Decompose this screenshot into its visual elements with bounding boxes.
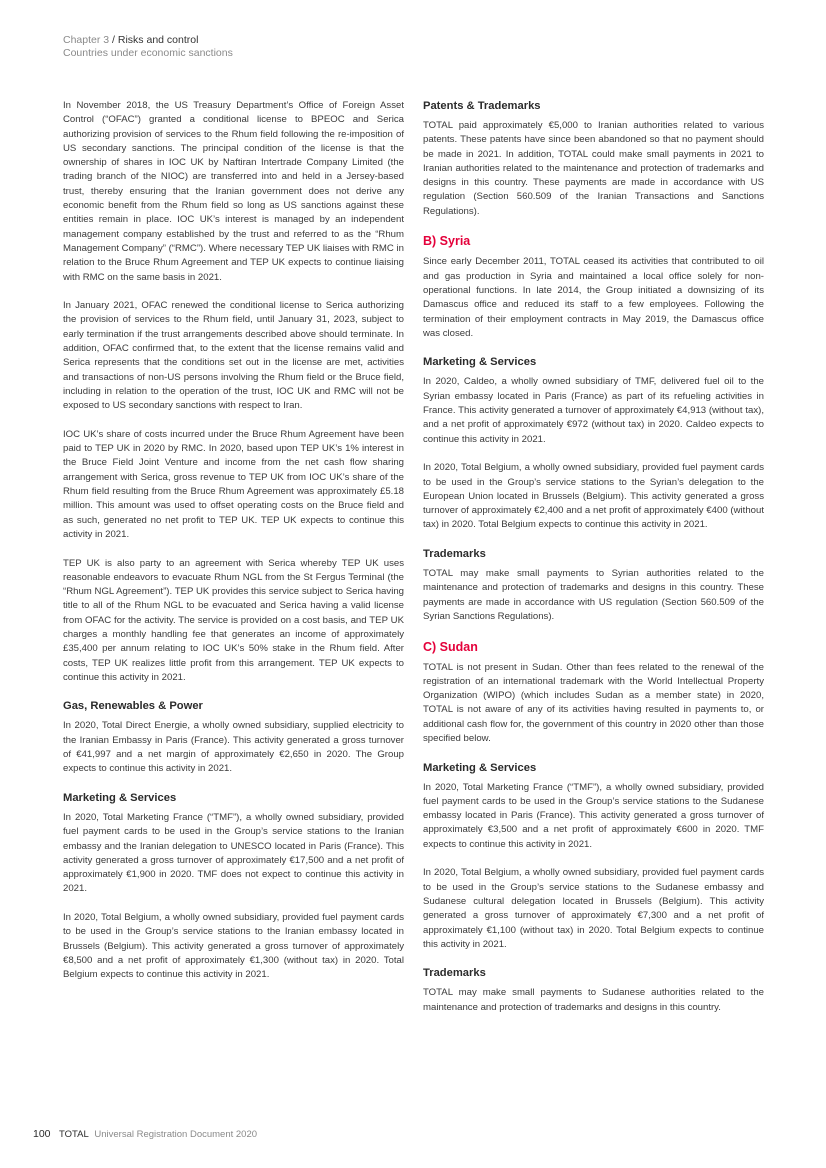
paragraph: In 2020, Total Belgium, a wholly owned subsidiary, provided fuel payment cards to be used in the Group’s service stations to the Sudanese embassy and Sudanese cultural delegation located in Brussels (Belgium). This activity generated a gross turnover of approximately €7,300 and a net profit of approximately €1,100 (without tax) in 2020. Total Belgium expects to continue this activity in 2021. [423,867,764,950]
page-number: 100 [33,1128,51,1140]
section-heading-sudan: C) Sudan [423,639,478,654]
paragraph: In November 2018, the US Treasury Department’s Office of Foreign Asset Control (“OFAC”) granted a conditional license to BPEOC and Serica authorizing provision of services to the Rhum field following the re-imposition of US secondary sanctions. The principal condition of the license is that the ownership of shares in IOC UK by Naftiran Intertrade Company Limited (the trading branch of the NIOC) are transferred into and held in a Jersey-based trust, thereby ensuring that the Iranian government does not derive any economic benefit from the Rhum field so long as US sanctions against these entities remain in place. IOC UK’s interest is managed by an independent management company established by the trust and referred to as the “Rhum Management Company” (“RMC”). Where necessary TEP UK liaises with RMC in relation to the Bruce Rhum Agreement and TEP UK expects to continue liaising with RMC on the same basis in 2021. [63,100,404,283]
section-heading-syria: B) Syria [423,234,471,249]
right-column [423,99,764,1029]
footer-brand: TOTAL [59,1129,89,1140]
paragraph: In 2020, Total Direct Energie, a wholly owned subsidiary, supplied electricity to the Iranian Embassy in Paris (France). This activity generated a gross turnover of €41,997 and a net margin of approximately €2,650 in 2020. The Group expects to continue this activity in 2021. [63,720,404,775]
heading-marketing-services: Marketing & Services [63,791,177,804]
page-footer [33,1128,257,1141]
paragraph: In 2020, Total Belgium, a wholly owned subsidiary, provided fuel payment cards to be used in the Group’s service stations to the Iranian embassy located in Brussels (Belgium). This activity generated a gross turnover of approximately €8,500 and a net profit of approximately €1,300 (without tax) in 2020. Total Belgium expects to continue this activity in 2021. [63,912,404,981]
heading-marketing-services: Marketing & Services [423,761,537,774]
footer-document-title: Universal Registration Document 2020 [94,1129,258,1140]
section-subtitle: Countries under economic sanctions [63,46,233,59]
heading-marketing-services: Marketing & Services [423,356,537,369]
paragraph: In 2020, Caldeo, a wholly owned subsidiary of TMF, delivered fuel oil to the Syrian embassy located in Paris (France) as part of its refueling activities in France. This activity generated a turnover of approximately €4,913 (without tax), and a net profit of approximately €972 (without tax) in 2020. Caldeo expects to continue this activity in 2021. [423,376,764,445]
paragraph: TOTAL may make small payments to Syrian authorities related to the maintenance and protection of trademarks and designs in this country. These payments are made in accordance with US regulation (Section 560.509 of the Syrian Sanctions Regulations). [423,568,764,622]
chapter-title: Risks and control [117,34,199,46]
paragraph: Since early December 2011, TOTAL ceased its activities that contributed to oil and gas production in Syria and maintained a local office solely for non-operational functions. In late 2014, the Group initiated a downsizing of its Damascus office and reduced its staff to a few employees. Following the termination of their employment contracts in May 2019, the Damascus office was closed. [423,256,764,339]
paragraph: TOTAL paid approximately €5,000 to Iranian authorities related to various patents. These patents have since been abandoned so that no payment should be made in 2021. In addition, TOTAL could make small payments in 2021 to Iranian authorities related to the maintenance and protection of trademarks and designs in this country. These payments are made in accordance with US regulation (Section 560.509 of the Iranian Transactions and Sanctions Regulations). [423,120,764,217]
paragraph: In 2020, Total Marketing France (“TMF”), a wholly owned subsidiary, provided fuel payment cards to be used in the Group’s service stations to the Sudanese embassy located in Paris (France). This activity generated a gross turnover of approximately €3,500 and a net profit of approximately €600 in 2020. TMF expects to continue this activity in 2021. [423,781,764,850]
paragraph: In 2020, Total Marketing France (“TMF”), a wholly owned subsidiary, provided fuel payment cards to be used in the Group’s service stations to the Iranian embassy and the Iranian delegation to UNESCO located in Paris (France). This activity generated a gross turnover of approximately €17,500 and a net profit of approximately €1,900 in 2020. TMF does not expect to continue this activity in 2021. [63,811,404,895]
heading-gas-renewables-power: Gas, Renewables & Power [63,700,203,713]
chapter-number: Chapter 3 [63,34,110,46]
paragraph: TOTAL is not present in Sudan. Other than fees related to the renewal of the registration of an international trademark with the World Intellectual Property Organization (WIPO) (which includes Sudan as a member state) in 2020, TOTAL is not aware of any of its activities having resulted in payments to, or additional cash flow for, the government of this country in 2020 other than those specified below. [423,661,764,744]
chapter-separator: / [109,34,118,46]
paragraph: IOC UK’s share of costs incurred under the Bruce Rhum Agreement have been paid to TEP UK in 2020 by RMC. In 2020, based upon TEP UK’s 1% interest in the Bruce Field Joint Venture and income from the net cash flow sharing arrangement with Serica, gross revenue to TEP UK from IOC UK’s share of the Rhum field resulting from the Bruce Rhum Agreement was approximately £5.18 million. This amount was used to offset operating costs on the Bruce field and as such, generated no net profit to TEP UK. TEP UK expects to continue this activity in 2021. [63,428,404,540]
paragraph: TEP UK is also party to an agreement with Serica whereby TEP UK uses reasonable endeavors to evacuate Rhum NGL from the St Fergus Terminal (the “Rhum NGL Agreement”). TEP UK provides this service subject to Serica having title to all of the Rhum NGL to be evacuated and Serica having a valid license from OFAC for the activity. The service is provided on a cost basis, and TEP UK charges a monthly handling fee that generates an income of approximately £35,400 per annum relating to IOC UK’s 50% stake in the Rhum field. After costs, TEP UK realizes little profit from this arrangement. TEP UK expects to continue this activity in 2021. [63,557,404,683]
heading-patents-trademarks: Patents & Trademarks [423,100,541,112]
paragraph: TOTAL may make small payments to Sudanese authorities related to the maintenance and protection of trademarks and designs in this country. [423,987,764,1013]
paragraph: In January 2021, OFAC renewed the conditional license to Serica authorizing the provision of services to the Rhum field, until January 31, 2023, subject to early termination if the trust arrangements described above should terminate. In addition, OFAC confirmed that, to the extent that the license remains valid and Serica represents that the conditions set out in the license are met, activities and transactions of non-US persons involving the Rhum field or the Bruce field, including in relation to the operation of the trust, IOC UK and RMC will not be exposed to US secondary sanctions with respect to Iran. [63,300,404,412]
chapter-line [63,34,233,47]
paragraph: In 2020, Total Belgium, a wholly owned subsidiary, provided fuel payment cards to be used in the Group’s service stations to the Syrian’s delegation to the European Union located in Brussels (Belgium). This activity generated a gross turnover of approximately €2,400 and a net profit of approximately €400 (without tax) in 2020. Total Belgium expects to continue this activity in 2021. [423,462,764,531]
heading-trademarks: Trademarks [423,548,486,561]
heading-trademarks: Trademarks [423,967,486,980]
left-column [63,99,404,997]
page-header [63,34,233,59]
